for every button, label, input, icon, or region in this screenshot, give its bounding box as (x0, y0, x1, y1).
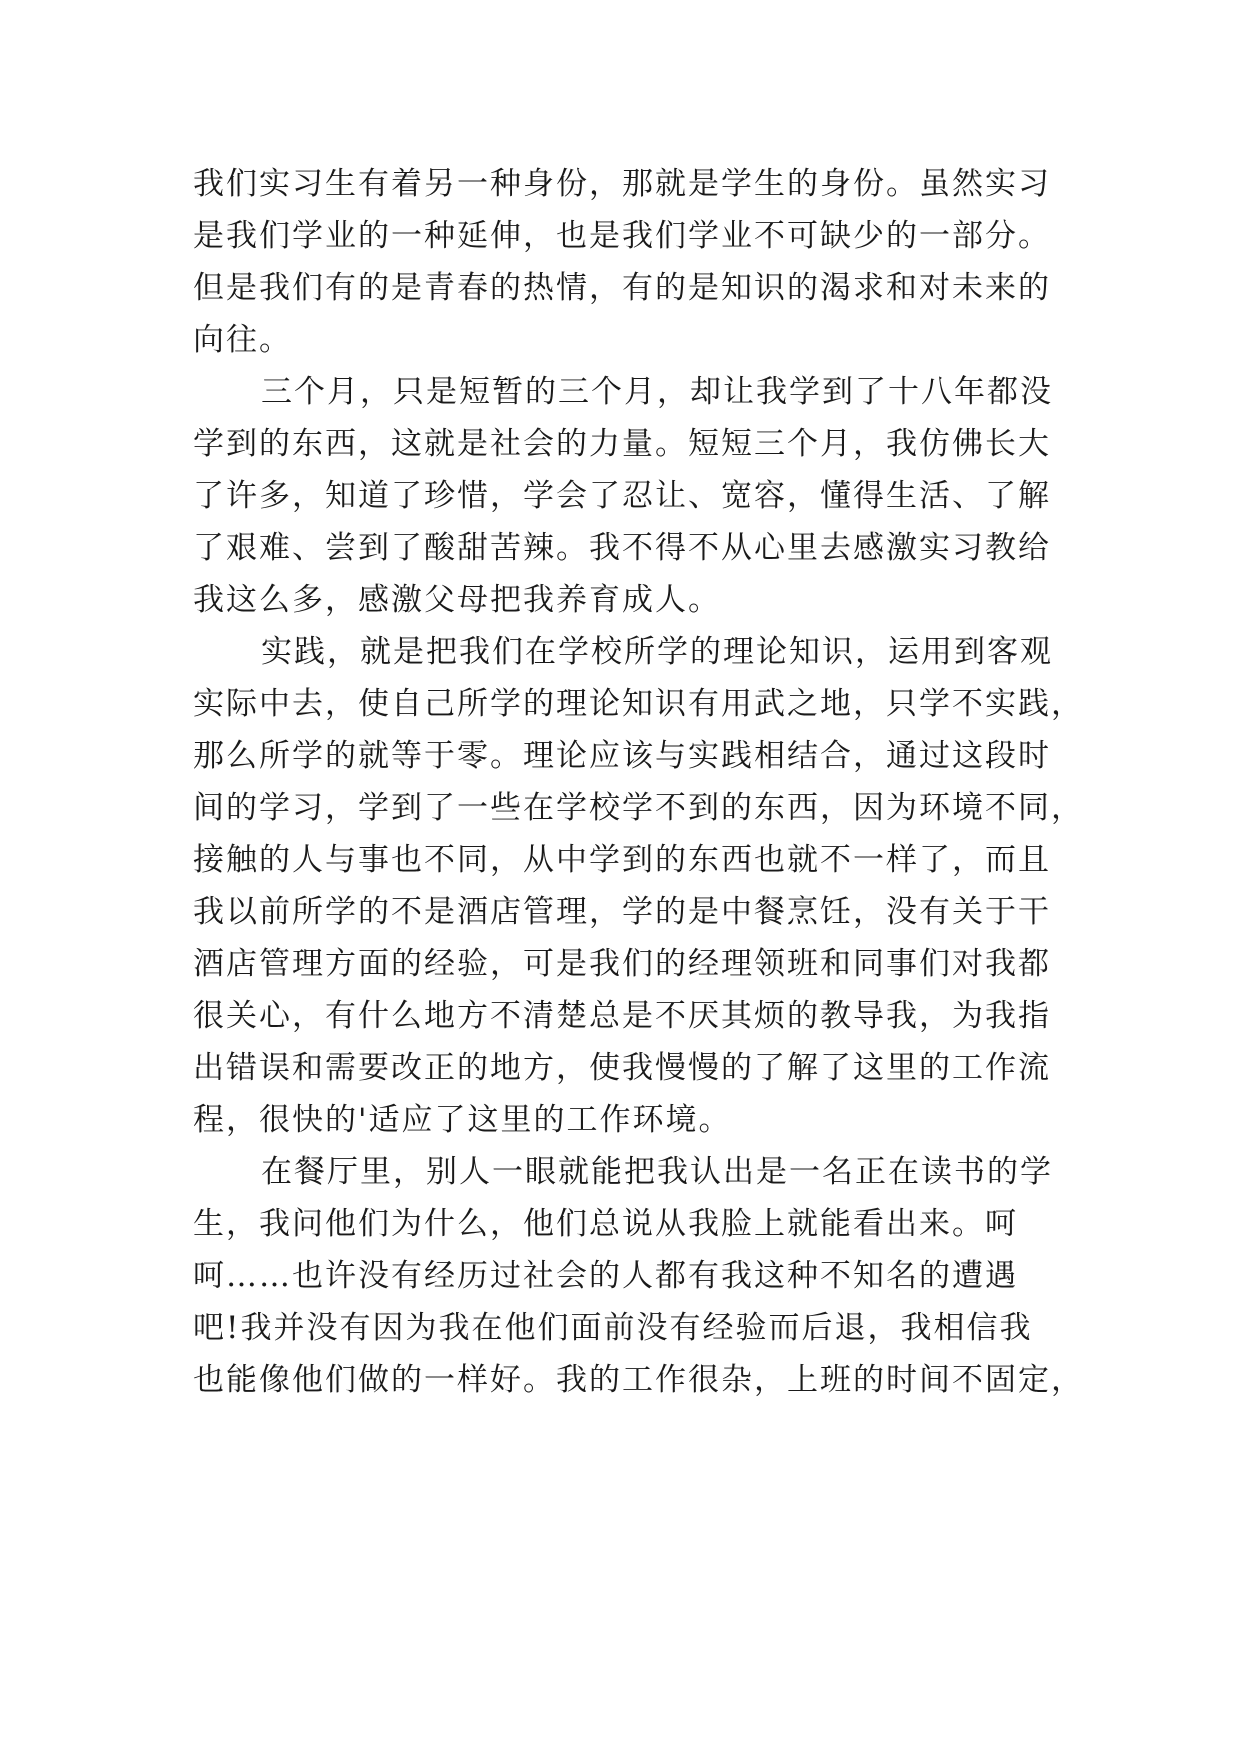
text-line: 了许多，知道了珍惜，学会了忍让、宽容，懂得生活、了解 (193, 478, 1051, 514)
text-line: 吧!我并没有因为我在他们面前没有经验而后退，我相信我 (193, 1310, 1033, 1346)
paragraph-first-line: 在餐厅里，别人一眼就能把我认出是一名正在读书的学 (261, 1154, 1053, 1190)
text-line: 我们实习生有着另一种身份，那就是学生的身份。虽然实习 (193, 166, 1051, 202)
text-line: 酒店管理方面的经验，可是我们的经理领班和同事们对我都 (193, 946, 1051, 982)
paragraph-first-line: 实践，就是把我们在学校所学的理论知识，运用到客观 (261, 634, 1053, 670)
text-line: 程，很快的'适应了这里的工作环境。 (193, 1102, 732, 1138)
text-line: 生，我问他们为什么，他们总说从我脸上就能看出来。呵 (193, 1206, 1018, 1242)
text-line: 我这么多，感激父母把我养育成人。 (193, 582, 721, 618)
text-line: 间的学习，学到了一些在学校学不到的东西，因为环境不同， (193, 790, 1084, 826)
text-line: 但是我们有的是青春的热情，有的是知识的渴求和对未来的 (193, 270, 1051, 306)
text-line: 呵……也许没有经历过社会的人都有我这种不知名的遭遇 (193, 1258, 1018, 1294)
text-line: 出错误和需要改正的地方，使我慢慢的了解了这里的工作流 (193, 1050, 1051, 1086)
text-line: 那么所学的就等于零。理论应该与实践相结合，通过这段时 (193, 738, 1051, 774)
text-line: 实际中去，使自己所学的理论知识有用武之地，只学不实践， (193, 686, 1084, 722)
text-line: 是我们学业的一种延伸，也是我们学业不可缺少的一部分。 (193, 218, 1051, 254)
document-body (193, 158, 1084, 1406)
text-line: 很关心，有什么地方不清楚总是不厌其烦的教导我，为我指 (193, 998, 1051, 1034)
text-line: 学到的东西，这就是社会的力量。短短三个月，我仿佛长大 (193, 426, 1051, 462)
text-line: 向往。 (193, 322, 292, 358)
paragraph-first-line: 三个月，只是短暂的三个月，却让我学到了十八年都没 (261, 374, 1053, 410)
text-line: 也能像他们做的一样好。我的工作很杂，上班的时间不固定， (193, 1362, 1084, 1398)
text-line: 我以前所学的不是酒店管理，学的是中餐烹饪，没有关于干 (193, 894, 1051, 930)
text-line: 接触的人与事也不同，从中学到的东西也就不一样了，而且 (193, 842, 1051, 878)
text-line: 了艰难、尝到了酸甜苦辣。我不得不从心里去感激实习教给 (193, 530, 1051, 566)
